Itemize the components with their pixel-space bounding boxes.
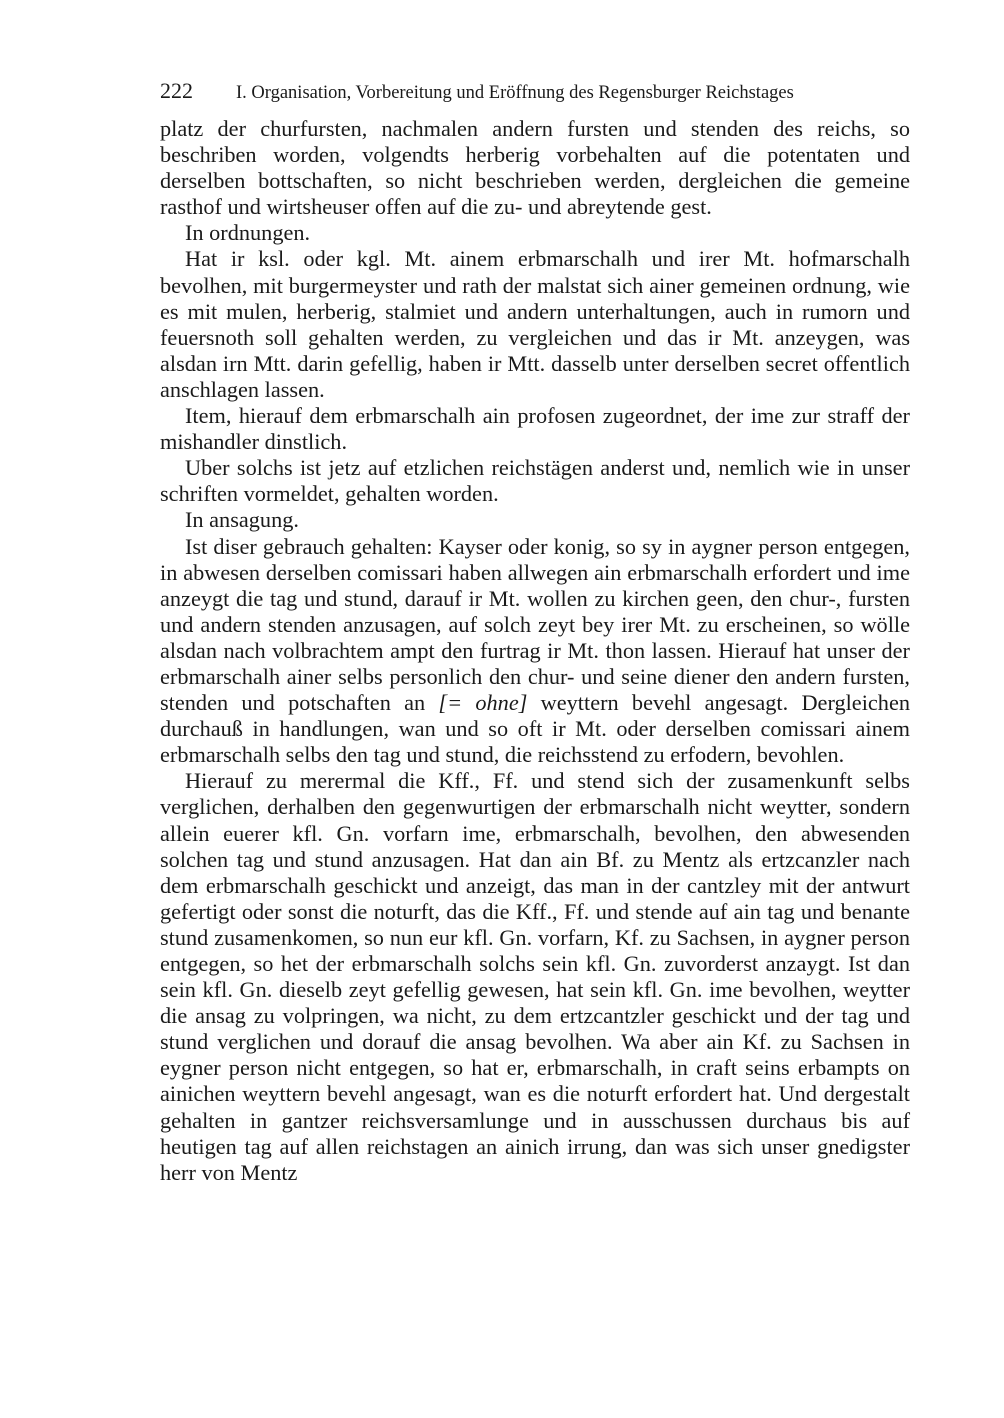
- document-page: [160, 78, 910, 1186]
- body-text: [160, 116, 910, 1186]
- running-title: I. Organisation, Vorbereitung und Eröffnung des Regensburger Reichstages: [236, 83, 794, 103]
- paragraph: Item, hierauf dem erbmarschalh ain profosen zugeordnet, der ime zur straff der mishandler dinstlich.: [160, 403, 910, 455]
- running-head: [160, 78, 910, 108]
- paragraph: Uber solchs ist jetz auf etzlichen reichstägen anderst und, nemlich wie in unser schriften vormeldet, gehalten worden.: [160, 455, 910, 507]
- paragraph-text: weyttern bevehl angesagt. Dergleichen durchauß in handlungen, wan und so oft ir Mt. oder derselben comissari ainem erbmarschalh selbs den tag und stund, die reichsstend zu erfodern, bevohlen.: [160, 690, 910, 768]
- paragraph: [160, 534, 910, 769]
- page-number: 222: [160, 78, 193, 103]
- section-heading-ansagung: In ansagung.: [185, 507, 299, 533]
- editorial-note: [= ohne]: [438, 690, 528, 716]
- paragraph: platz der churfursten, nachmalen andern fursten und stenden des reichs, so beschriben worden, volgendts herberig vorbehalten auf die potentaten und derselben bottschaften, so nicht beschrieben werden, dergleichen die gemeine rasthof und wirtsheuser offen auf die zu- und abreytende gest.: [160, 116, 910, 220]
- section-heading-ordnungen: In ordnungen.: [185, 220, 311, 246]
- paragraph: Hierauf zu merermal die Kff., Ff. und stend sich der zusamenkunft selbs verglichen, derhalben den gegenwurtigen der erbmarschalh nicht weytter, sondern allein euerer kfl. Gn. vorfarn ime, erbmarschalh, bevolhen, den abwesenden solchen tag und stund anzusagen. Hat dan ain Bf. zu Mentz als ertzcanzler nach dem erbmarschalh geschickt und anzeigt, das man in der cantzley mit der antwurt gefertigt oder sonst die noturft, das die Kff., Ff. und stende auf ain tag und benante stund zusamenkomen, so nun eur kfl. Gn. vorfarn, Kf. zu Sachsen, in aygner person entgegen, so het der erbmarschalh solchs sein kfl. Gn. zuvorderst anzaygt. Ist dan sein kfl. Gn. dieselb zeyt gefellig gewesen, hat sein kfl. Gn. ime bevolhen, weytter die ansag zu volpringen, wa nicht, zu dem ertzcantzler geschickt und der tag und stund verglichen und dorauf die ansag bevolhen. Wa aber ain Kf. zu Sachsen in eygner person nicht entgegen, so hat er, erbmarschalh, in craft seins erbampts on ainichen weyttern bevehl angesagt, wan es die noturft erfordert hat. Und dergestalt gehalten in gantzer reichsversamlunge und in ausschussen durchaus bis auf heutigen tag auf allen reichstagen an ainich irrung, dan was sich unser gnedigster herr von Mentz: [160, 768, 910, 1185]
- paragraph: Hat ir ksl. oder kgl. Mt. ainem erbmarschalh und irer Mt. hofmarschalh bevolhen, mit burgermeyster und rath der malstat sich ainer gemeinen ordnung, wie es mit mulen, herberig, stalmiet und andern unterhaltungen, auch in rumorn und feuersnoth soll gehalten werden, zu vergleichen und das ir Mt. anzeygen, was alsdan irn Mtt. darin gefellig, haben ir Mtt. dasselb unter derselben secret offentlich anschlagen lassen.: [160, 246, 910, 402]
- paragraph-text: Ist diser gebrauch gehalten: Kayser oder konig, so sy in aygner person entgegen, in abwesen derselben comissari haben allwegen ain erbmarschalh erfordert und ime anzeygt die tag und stund, darauf ir Mt. wollen zu kirchen geen, den chur-, fursten und andern stenden anzusagen, auf solch zeyt bey irer Mt. zu erscheinen, so wölle alsdan nach volbrachtem ampt den furtrag ir Mt. thon lassen. Hierauf hat unser der erbmarschalh ainer selbs personlich den chur- und seine diener den andern fursten, stenden und potschaften an: [160, 533, 910, 716]
